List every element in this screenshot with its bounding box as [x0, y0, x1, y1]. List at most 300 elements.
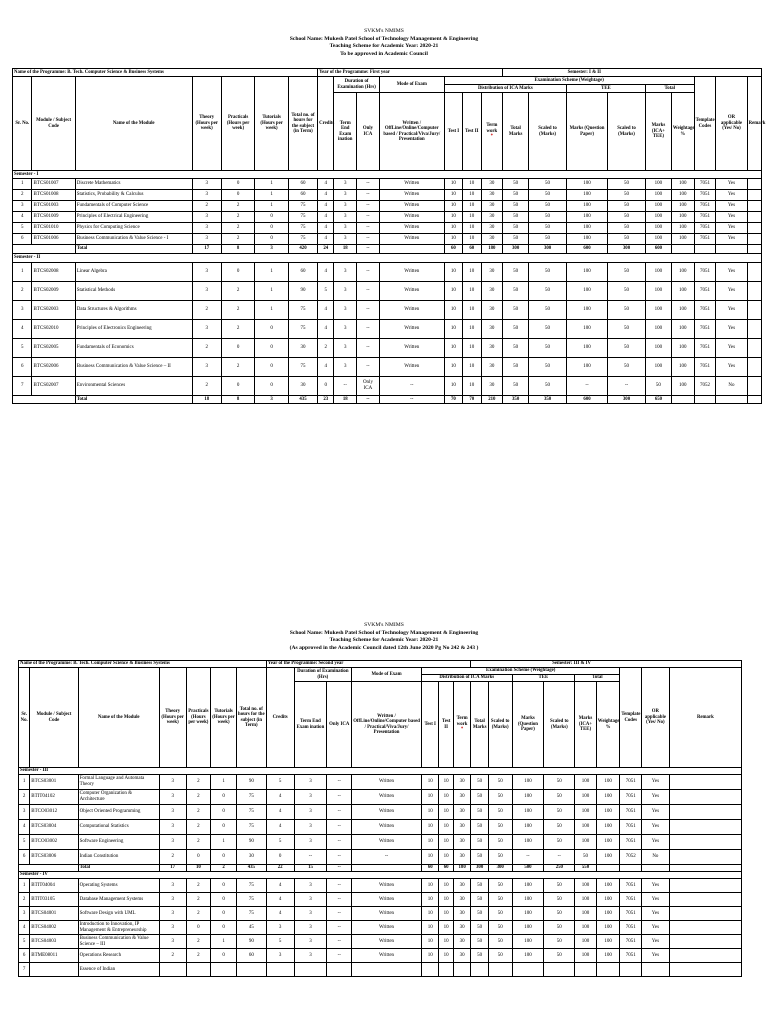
cell-or-applicable: Yes	[716, 263, 747, 282]
cell-marks-qp: 100	[566, 320, 607, 339]
cell-code: BTCS01008	[32, 190, 75, 201]
cell-sr-no: 5	[13, 339, 32, 358]
cell-tutorials: 1	[211, 835, 237, 850]
cell-practicals: 2	[186, 790, 211, 805]
cell-practicals: 0	[221, 339, 255, 358]
cell-marks-total: 100	[575, 893, 597, 907]
total-termwork: 210	[481, 396, 503, 404]
cell-weightage: 100	[671, 320, 694, 339]
table-row	[13, 223, 762, 234]
total-term-end: 18	[334, 396, 357, 404]
cell-scaled-ica: 50	[488, 775, 512, 790]
semester-ii-rows	[13, 263, 762, 396]
total-marks-qp: 600	[566, 396, 607, 404]
cell-scaled-tee: 50	[544, 907, 575, 921]
total-marks: 300	[471, 865, 488, 872]
cell-practicals: 0	[186, 850, 211, 865]
col-test2: Test II	[463, 93, 481, 171]
cell-term-end	[294, 963, 327, 977]
cell-template-code: 7051	[694, 339, 716, 358]
cell-termwork: 30	[453, 775, 471, 790]
cell-total-hours: 75	[236, 790, 266, 805]
cell-marks-total: 100	[645, 301, 671, 320]
cell-term-end: --	[294, 850, 327, 865]
cell-term-end: 3	[294, 907, 327, 921]
table-row	[19, 835, 742, 850]
cell-marks-total: 100	[645, 234, 671, 245]
cell-practicals: 2	[221, 223, 255, 234]
cell-termwork: 30	[453, 805, 471, 820]
col-mode: Mode of Exam	[379, 77, 444, 93]
cell-theory: 3	[159, 775, 186, 790]
total-only-ica: --	[357, 396, 380, 404]
cell-total-marks: 50	[471, 921, 488, 935]
cell-termwork	[453, 963, 471, 977]
cell-scaled-ica: 50	[488, 949, 512, 963]
cell-or-applicable: Yes	[716, 201, 747, 212]
cell-tutorials: 0	[211, 879, 237, 893]
col-theory-2: Theory (Hours per week)	[159, 668, 186, 768]
cell-marks-qp: 100	[512, 893, 544, 907]
cell-test2: 10	[463, 179, 481, 190]
cell-or-applicable: Yes	[716, 179, 747, 190]
cell-template-code: 7051	[620, 805, 642, 820]
cell-sr-no: 1	[19, 775, 30, 790]
total-tutorials: 3	[255, 396, 289, 404]
cell-practicals: 2	[221, 358, 255, 377]
semester-iii-label: Semester - III	[19, 768, 742, 775]
cell-total-marks: 50	[503, 201, 529, 212]
cell-theory	[159, 963, 186, 977]
total-term-end: 18	[334, 245, 357, 254]
cell-credits: 4	[266, 820, 294, 835]
cell-scaled-tee: 50	[544, 805, 575, 820]
cell-module-name: Business Communication & Value Science - I	[75, 234, 192, 245]
cell-marks-qp: 100	[566, 223, 607, 234]
cell-total-marks: 50	[503, 234, 529, 245]
cell-tutorials: 0	[255, 223, 289, 234]
total-scaled-ica: 300	[529, 245, 567, 254]
total-term-end: 15	[294, 865, 327, 872]
cell-or-applicable: Yes	[716, 234, 747, 245]
cell-module-name: Computer Organization & Architecture	[78, 790, 159, 805]
col-mode-desc-2: Written / OffLine/Online/Computer based / Practical/Viva/Jury/ Presentation	[352, 682, 422, 768]
total-marks-total: 550	[575, 865, 597, 872]
cell-marks-total: 100	[575, 835, 597, 850]
cell-test2: 10	[439, 935, 453, 949]
cell-total-marks: 50	[503, 339, 529, 358]
col-duration-2: Duration of Examination (Hrs)	[294, 668, 352, 682]
cell-scaled-tee: 50	[544, 879, 575, 893]
cell-marks-total: 100	[645, 212, 671, 223]
cell-term-end: 3	[294, 949, 327, 963]
cell-scaled-tee: 50	[608, 320, 646, 339]
cell-scaled-tee: 50	[608, 358, 646, 377]
cell-weightage	[596, 963, 620, 977]
cell-weightage: 100	[671, 212, 694, 223]
cell-test1: 10	[421, 893, 438, 907]
cell-test2: 10	[463, 282, 481, 301]
cell-scaled-ica: 50	[529, 339, 567, 358]
cell-credits: 0	[318, 377, 334, 396]
cell-term-end: 3	[334, 263, 357, 282]
cell-mode: Written	[379, 212, 444, 223]
cell-scaled-tee	[544, 963, 575, 977]
cell-tutorials: 0	[255, 212, 289, 223]
total-test2: 60	[439, 865, 453, 872]
cell-total-hours: 75	[236, 879, 266, 893]
total-scaled-tee: 300	[608, 245, 646, 254]
col-credits-2: Credits	[266, 668, 294, 768]
cell-term-end: 3	[334, 179, 357, 190]
cell-scaled-ica: 50	[529, 234, 567, 245]
cell-test1: 10	[444, 301, 462, 320]
cell-marks-qp: 100	[512, 835, 544, 850]
cell-remark	[669, 907, 741, 921]
cell-total-hours: 75	[288, 223, 317, 234]
header-1	[0, 28, 768, 58]
cell-template-code: 7051	[694, 179, 716, 190]
cell-scaled-tee: 50	[608, 190, 646, 201]
cell-termwork: 30	[481, 358, 503, 377]
cell-scaled-ica: 50	[529, 263, 567, 282]
cell-practicals: 2	[221, 301, 255, 320]
col-total-marks: Total Marks	[503, 93, 529, 171]
semester-i-rows	[13, 179, 762, 245]
cell-remark	[669, 790, 741, 805]
total-practicals: 8	[221, 396, 255, 404]
cell-total-marks: 50	[503, 301, 529, 320]
cell-theory: 2	[192, 339, 221, 358]
cell-term-end: 3	[334, 301, 357, 320]
cell-credits: 4	[266, 907, 294, 921]
cell-remark	[669, 775, 741, 790]
total-termwork: 180	[481, 245, 503, 254]
cell-total-hours: 75	[236, 820, 266, 835]
programme-year-2: Year of the Programme: Second year	[266, 661, 471, 668]
cell-total-marks: 50	[471, 850, 488, 865]
cell-sr-no: 2	[13, 190, 32, 201]
cell-practicals: 2	[221, 201, 255, 212]
cell-sr-no: 3	[13, 201, 32, 212]
cell-scaled-tee: 50	[608, 339, 646, 358]
cell-theory: 3	[159, 907, 186, 921]
cell-marks-qp: 100	[566, 358, 607, 377]
cell-mode: --	[379, 377, 444, 396]
cell-tutorials: 0	[211, 805, 237, 820]
col-test2-2: Test II	[439, 682, 453, 768]
cell-practicals: 2	[221, 320, 255, 339]
cell-termwork: 30	[481, 201, 503, 212]
cell-total-marks: 50	[471, 835, 488, 850]
col-tee-2: TEE	[512, 675, 575, 682]
cell-marks-total	[575, 963, 597, 977]
cell-template-code: 7051	[694, 282, 716, 301]
cell-termwork: 30	[481, 263, 503, 282]
col-practicals: Practicals (Hours per week)	[221, 77, 255, 171]
table-row	[19, 805, 742, 820]
cell-practicals: 2	[186, 893, 211, 907]
total-weightage	[671, 396, 694, 404]
cell-or-applicable: Yes	[716, 190, 747, 201]
cell-weightage: 100	[596, 850, 620, 865]
cell-marks-qp: 100	[512, 790, 544, 805]
cell-total-hours: 30	[288, 377, 317, 396]
table-row	[13, 320, 762, 339]
col-mode-2: Mode of Exam	[352, 668, 422, 682]
cell-marks-total: 50	[645, 377, 671, 396]
cell-scaled-tee: 50	[544, 790, 575, 805]
cell-module-name: Principles of Electronics Engineering	[75, 320, 192, 339]
cell-weightage: 100	[671, 234, 694, 245]
table-row	[19, 850, 742, 865]
semester-i-label: Semester - I	[13, 171, 762, 179]
approval-note: To be approved in Academic Council	[340, 50, 428, 57]
cell-test2: 10	[463, 234, 481, 245]
cell-test2: 10	[439, 921, 453, 935]
total-weightage	[596, 865, 620, 872]
col-test1-2: Test I	[421, 682, 438, 768]
table-row	[19, 775, 742, 790]
cell-or-applicable: No	[642, 850, 670, 865]
cell-credits: 4	[318, 301, 334, 320]
total-marks: 350	[503, 396, 529, 404]
cell-remark	[669, 893, 741, 907]
total-marks-total: 650	[645, 396, 671, 404]
cell-code: BTCS04001	[30, 907, 78, 921]
cell-total-marks: 50	[503, 190, 529, 201]
cell-code: BTCS01010	[32, 223, 75, 234]
table-row	[19, 907, 742, 921]
cell-credits: 0	[266, 850, 294, 865]
cell-term-end: 3	[334, 358, 357, 377]
cell-test1: 10	[421, 790, 438, 805]
cell-sr-no: 5	[19, 935, 30, 949]
cell-tutorials: 1	[255, 201, 289, 212]
cell-practicals: 2	[221, 282, 255, 301]
cell-test1: 10	[444, 223, 462, 234]
cell-marks-qp	[512, 963, 544, 977]
table-row	[19, 893, 742, 907]
col-sr-no-2: Sr. No.	[19, 668, 30, 768]
cell-template-code: 7051	[620, 893, 642, 907]
cell-test2: 10	[463, 377, 481, 396]
total-practicals: 10	[186, 865, 211, 872]
cell-tutorials: 0	[255, 358, 289, 377]
cell-only-ica: --	[327, 820, 352, 835]
institute-name-2: SVKM's NMIMS	[364, 622, 404, 628]
cell-total-marks: 50	[471, 907, 488, 921]
total-theory: 18	[192, 396, 221, 404]
total-remark	[747, 396, 761, 404]
cell-credits: 2	[318, 339, 334, 358]
cell-scaled-tee: 50	[544, 935, 575, 949]
cell-weightage: 100	[671, 282, 694, 301]
cell-tutorials: 0	[255, 339, 289, 358]
cell-credits: 5	[318, 282, 334, 301]
cell-template-code: 7051	[694, 358, 716, 377]
cell-template-code	[620, 963, 642, 977]
cell-code: BTCS03004	[30, 820, 78, 835]
semester-iv-rows	[19, 879, 742, 977]
school-name-2: School Name: Mukesh Patel School of Technology Management & Engineering	[289, 629, 479, 636]
total-label: Total	[75, 396, 192, 404]
cell-termwork: 30	[453, 893, 471, 907]
cell-term-end: 3	[294, 879, 327, 893]
cell-term-end: 3	[294, 820, 327, 835]
cell-marks-qp: 100	[566, 201, 607, 212]
cell-code: BTCS02007	[32, 377, 75, 396]
total-theory: 17	[192, 245, 221, 254]
semester-iv-label: Semester - IV	[19, 872, 742, 879]
cell-marks-qp: --	[512, 850, 544, 865]
total-template	[620, 865, 642, 872]
cell-credits: 4	[266, 805, 294, 820]
programme-name-2: Name of the Programme: B. Tech. Computer Science & Business Systems	[19, 661, 267, 668]
cell-practicals: 0	[221, 263, 255, 282]
cell-total-marks: 50	[471, 893, 488, 907]
cell-only-ica: Only ICA	[357, 377, 380, 396]
table-row	[13, 263, 762, 282]
total-mode: --	[379, 396, 444, 404]
cell-term-end: 3	[294, 790, 327, 805]
scheme-title-2: Teaching Scheme for Academic Year: 2020-21	[329, 637, 439, 643]
cell-sr-no: 4	[19, 820, 30, 835]
cell-theory: 3	[159, 805, 186, 820]
cell-practicals: 2	[221, 234, 255, 245]
cell-marks-total: 100	[645, 190, 671, 201]
cell-scaled-ica: 50	[488, 820, 512, 835]
col-total-marks-2: Total Marks	[471, 682, 488, 768]
table-row	[19, 963, 742, 977]
cell-scaled-tee: 50	[608, 282, 646, 301]
cell-scaled-ica: 50	[529, 212, 567, 223]
cell-mode: Written	[352, 775, 422, 790]
col-weightage-2: Weightage %	[596, 682, 620, 768]
cell-sr-no: 1	[13, 263, 32, 282]
cell-credits: 4	[318, 223, 334, 234]
cell-scaled-tee: 50	[544, 893, 575, 907]
cell-remark	[747, 263, 761, 282]
cell-module-name: Formal Language and Automata Theory	[78, 775, 159, 790]
col-tee: TEE	[566, 85, 645, 93]
cell-marks-total: 100	[575, 921, 597, 935]
col-sr-no: Sr. No.	[13, 77, 32, 171]
cell-marks-total: 100	[575, 935, 597, 949]
cell-scaled-ica: 50	[488, 893, 512, 907]
cell-total-marks: 50	[503, 358, 529, 377]
cell-template-code: 7051	[620, 820, 642, 835]
total-or	[642, 865, 670, 872]
cell-test2: 10	[439, 949, 453, 963]
cell-tutorials: 0	[211, 790, 237, 805]
cell-mode: Written	[352, 921, 422, 935]
col-ica-distribution: Distribution of ICA Marks	[444, 85, 566, 93]
cell-credits: 5	[266, 775, 294, 790]
cell-module-name: Business Communication & Value Science – II	[75, 358, 192, 377]
cell-practicals: 0	[221, 377, 255, 396]
cell-remark	[747, 201, 761, 212]
cell-tutorials	[211, 963, 237, 977]
cell-test1: 10	[421, 879, 438, 893]
cell-module-name: Statistics, Probability & Calculus	[75, 190, 192, 201]
cell-termwork: 30	[481, 234, 503, 245]
cell-test1: 10	[421, 921, 438, 935]
cell-scaled-ica: 50	[529, 190, 567, 201]
cell-sr-no: 3	[13, 301, 32, 320]
cell-term-end: --	[334, 377, 357, 396]
cell-total-marks: 50	[503, 377, 529, 396]
cell-total-marks: 50	[503, 179, 529, 190]
table-row	[19, 949, 742, 963]
cell-mode: Written	[379, 358, 444, 377]
cell-term-end: 3	[294, 805, 327, 820]
cell-term-end: 3	[334, 190, 357, 201]
cell-test1: 10	[444, 358, 462, 377]
cell-scaled-ica: 50	[529, 358, 567, 377]
semester-label: Semester: I & II	[503, 69, 762, 77]
cell-template-code: 7051	[620, 790, 642, 805]
cell-test2: 10	[439, 879, 453, 893]
cell-sr-no: 2	[19, 893, 30, 907]
cell-or-applicable: Yes	[642, 790, 670, 805]
cell-scaled-tee: 50	[608, 263, 646, 282]
cell-total-marks: 50	[471, 879, 488, 893]
cell-mode: Written	[352, 820, 422, 835]
cell-marks-qp: 100	[512, 805, 544, 820]
cell-marks-total: 100	[645, 320, 671, 339]
cell-theory: 2	[159, 949, 186, 963]
cell-remark	[669, 949, 741, 963]
cell-theory: 3	[192, 179, 221, 190]
cell-module-name: Fundamentals of Computer Science	[75, 201, 192, 212]
cell-code	[30, 963, 78, 977]
col-remark: Remark	[747, 77, 761, 171]
cell-or-applicable: Yes	[716, 282, 747, 301]
col-marks-qp: Marks (Question Paper)	[566, 93, 607, 171]
cell-template-code: 7051	[694, 234, 716, 245]
cell-credits: 5	[266, 835, 294, 850]
total-tutorials: 3	[255, 245, 289, 254]
programme-year: Year of the Programme: First year	[318, 69, 503, 77]
cell-tutorials: 1	[211, 775, 237, 790]
cell-scaled-ica: 50	[488, 790, 512, 805]
cell-scaled-tee: 50	[544, 921, 575, 935]
cell-sr-no: 2	[19, 790, 30, 805]
total-marks-total: 600	[645, 245, 671, 254]
col-term-end-2: Term End Exam ination	[294, 682, 327, 768]
cell-total-hours: 75	[288, 201, 317, 212]
cell-module-name: Software Engineering	[78, 835, 159, 850]
total-marks: 300	[503, 245, 529, 254]
cell-weightage: 100	[596, 921, 620, 935]
col-total-hours: Total no. of hours for the subject (in Term)	[288, 77, 317, 171]
cell-theory: 3	[159, 921, 186, 935]
cell-practicals: 2	[186, 835, 211, 850]
cell-scaled-tee: 50	[544, 949, 575, 963]
cell-marks-total: 100	[575, 805, 597, 820]
cell-termwork: 30	[453, 949, 471, 963]
cell-tutorials: 0	[211, 820, 237, 835]
total-label: Total	[75, 245, 192, 254]
total-blank	[13, 245, 76, 254]
cell-remark	[747, 223, 761, 234]
cell-remark	[669, 835, 741, 850]
cell-test1: 10	[444, 282, 462, 301]
col-termwork: Term work *	[481, 93, 503, 171]
cell-only-ica: --	[357, 301, 380, 320]
cell-total-marks: 50	[471, 805, 488, 820]
